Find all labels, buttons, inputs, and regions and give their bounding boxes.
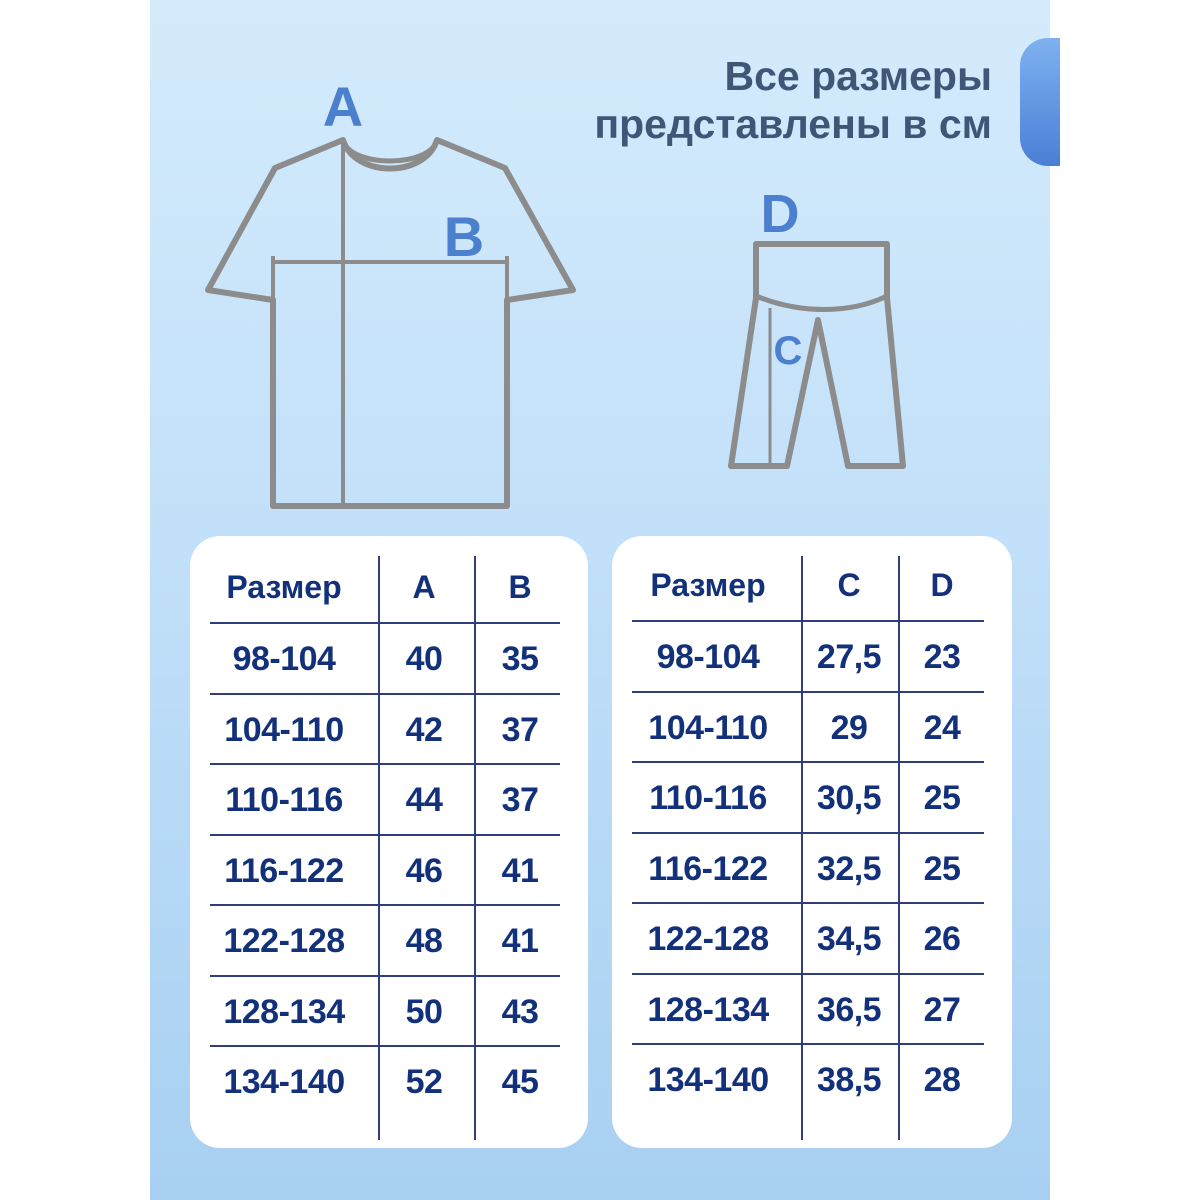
table-cell: 25 xyxy=(923,779,961,817)
table-cell: 116-122 xyxy=(648,849,768,888)
table-cell: 104-110 xyxy=(648,708,768,747)
size-table-shorts xyxy=(612,536,1012,1148)
table-cell: 46 xyxy=(405,851,443,890)
table-header-cell: Размер xyxy=(650,567,766,603)
table-header-cell: B xyxy=(508,569,532,605)
label-a: A xyxy=(322,75,364,138)
table-header-cell: Размер xyxy=(226,569,342,605)
table-cell: 110-116 xyxy=(225,781,343,819)
table-cell: 43 xyxy=(501,992,539,1031)
table-cell: 50 xyxy=(405,992,443,1031)
table-cell: 128-134 xyxy=(647,990,769,1029)
table-cell: 48 xyxy=(405,922,443,960)
label-d: D xyxy=(760,184,800,244)
table-header-cell: C xyxy=(837,567,861,603)
tshirt-outline xyxy=(208,140,573,506)
table-cell: 44 xyxy=(405,781,443,819)
table-cell: 25 xyxy=(923,849,961,888)
table-cell: 41 xyxy=(501,922,539,960)
garment-diagram xyxy=(0,0,1200,520)
label-b: B xyxy=(443,205,485,268)
heading-line-2: представлены в см xyxy=(594,101,992,147)
table-cell: 38,5 xyxy=(816,1061,882,1099)
table-cell: 134-140 xyxy=(647,1061,769,1099)
table-cell: 30,5 xyxy=(816,779,882,817)
shorts-outline xyxy=(731,244,903,466)
table-cell: 41 xyxy=(501,851,539,890)
table-cell: 35 xyxy=(501,640,539,678)
table-cell: 37 xyxy=(501,781,539,819)
table-cell: 98-104 xyxy=(656,638,760,676)
table-cell: 37 xyxy=(501,710,539,749)
table-header-cell: A xyxy=(412,569,436,605)
table-cell: 26 xyxy=(923,920,961,958)
table-cell: 128-134 xyxy=(223,992,345,1031)
table-cell: 32,5 xyxy=(816,849,882,888)
table-cell: 134-140 xyxy=(223,1063,345,1101)
table-cell: 104-110 xyxy=(224,710,344,749)
table-cell: 122-128 xyxy=(647,920,769,958)
table-cell: 45 xyxy=(501,1063,539,1101)
shorts-waistband xyxy=(756,296,887,310)
table-cell: 36,5 xyxy=(816,990,882,1029)
heading-line-1: Все размеры xyxy=(724,53,992,99)
table-cell: 27 xyxy=(923,990,961,1029)
table-cell: 27,5 xyxy=(816,638,882,676)
table-cell: 52 xyxy=(405,1063,443,1101)
label-c: C xyxy=(773,329,803,373)
table-cell: 29 xyxy=(830,708,868,747)
table-cell: 98-104 xyxy=(232,640,336,678)
size-table-tshirt xyxy=(190,536,588,1148)
table-cell: 42 xyxy=(405,710,443,749)
table-cell: 110-116 xyxy=(649,779,767,817)
table-header-cell: D xyxy=(930,567,954,603)
table-cell: 28 xyxy=(923,1061,961,1099)
table-cell: 40 xyxy=(405,640,443,678)
table-cell: 122-128 xyxy=(223,922,345,960)
table-cell: 23 xyxy=(923,638,961,676)
table-cell: 34,5 xyxy=(816,920,882,958)
table-cell: 24 xyxy=(923,708,961,747)
table-cell: 116-122 xyxy=(224,851,344,890)
